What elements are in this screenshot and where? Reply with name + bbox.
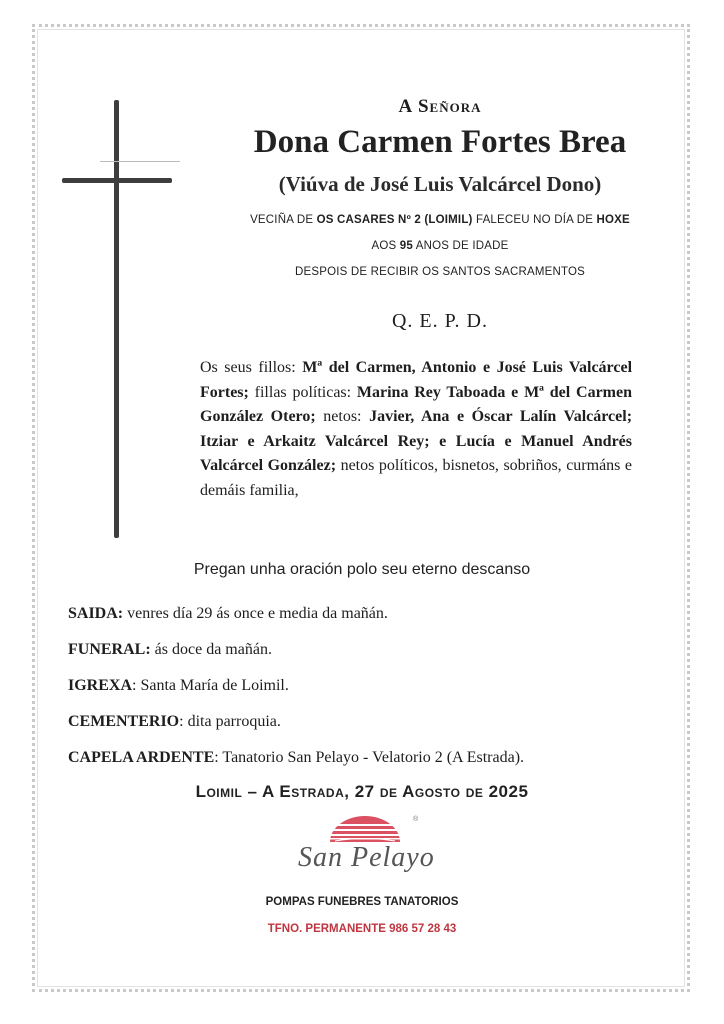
registered-mark: ®: [413, 816, 419, 823]
widow-of: (Viúva de José Luis Valcárcel Dono): [278, 172, 602, 196]
family-text-2: fillas políticas:: [248, 383, 357, 401]
residence-address: OS CASARES Nº 2 (LOIMIL): [316, 214, 473, 226]
qepd: Q. E. P. D.: [391, 310, 488, 332]
honorific: A Señora: [398, 96, 482, 117]
family-text-3: netos:: [315, 408, 370, 425]
detail-value: : dita parroquia.: [179, 713, 281, 730]
deceased-name: Dona Carmen Fortes Brea: [253, 124, 627, 160]
died-day: HOXE: [596, 214, 630, 226]
detail-value: : Tanatorio San Pelayo - Velatorio 2 (A Estrada).: [214, 749, 525, 766]
age-line: [190, 240, 690, 252]
cross-vertical: [114, 100, 119, 538]
detail-label: SAIDA:: [68, 605, 124, 622]
detail-capela: [68, 746, 668, 782]
family-grandchildren: Javier, Ana e Óscar Lalín Valcárcel; Itziar e Arkaitz Valcárcel Rey; e Lucía e Manuel Andrés Valcárcel González;: [200, 408, 633, 474]
detail-saida: [68, 602, 668, 638]
family-text-1: Os seus fillos:: [200, 359, 303, 376]
service-details: [68, 602, 668, 782]
prayer-line: Pregan unha oración polo seu eterno descanso: [193, 561, 531, 578]
detail-cementerio: [68, 710, 668, 746]
residence-line: [190, 214, 690, 226]
family-children: Mª del Carmen, Antonio e José Luis Valcárcel Fortes;: [200, 359, 633, 401]
family-text-4: netos políticos, bisnetos, sobriños, curmáns e demáis familia,: [200, 457, 633, 499]
age-value: 95: [399, 240, 413, 252]
detail-label: IGREXA: [68, 677, 133, 694]
age-suffix: ANOS DE IDADE: [413, 240, 509, 252]
detail-label: CAPELA ARDENTE: [68, 749, 215, 766]
place-date: Loimil – A Estrada, 27 de Agosto de 2025: [195, 782, 529, 801]
detail-value: venres día 29 ás once e media da mañán.: [123, 605, 388, 622]
cross-shadow-line: [100, 161, 180, 162]
family-daughters-in-law: Marina Rey Taboada e Mª del Carmen González Otero;: [200, 383, 632, 425]
detail-funeral: [68, 638, 668, 674]
cross-horizontal: [62, 178, 172, 183]
detail-igrexa: [68, 674, 668, 710]
sacraments-line: DESPOIS DE RECIBIR OS SANTOS SACRAMENTOS: [294, 266, 586, 278]
company-logo-text: San Pelayo: [298, 842, 435, 873]
detail-value: : Santa María de Loimil.: [132, 677, 289, 694]
company-name: POMPAS FUNEBRES TANATORIOS: [265, 896, 459, 908]
age-prefix: AOS: [371, 240, 400, 252]
company-phone: TFNO. PERMANENTE 986 57 28 43: [267, 923, 457, 935]
family-paragraph: [200, 356, 632, 503]
residence-prefix: VECIÑA DE: [250, 214, 317, 226]
died-text: FALECEU NO DÍA DE: [472, 214, 597, 226]
detail-label: FUNERAL:: [68, 641, 151, 658]
detail-value: ás doce da mañán.: [150, 641, 272, 658]
detail-label: CEMENTERIO: [68, 713, 180, 730]
